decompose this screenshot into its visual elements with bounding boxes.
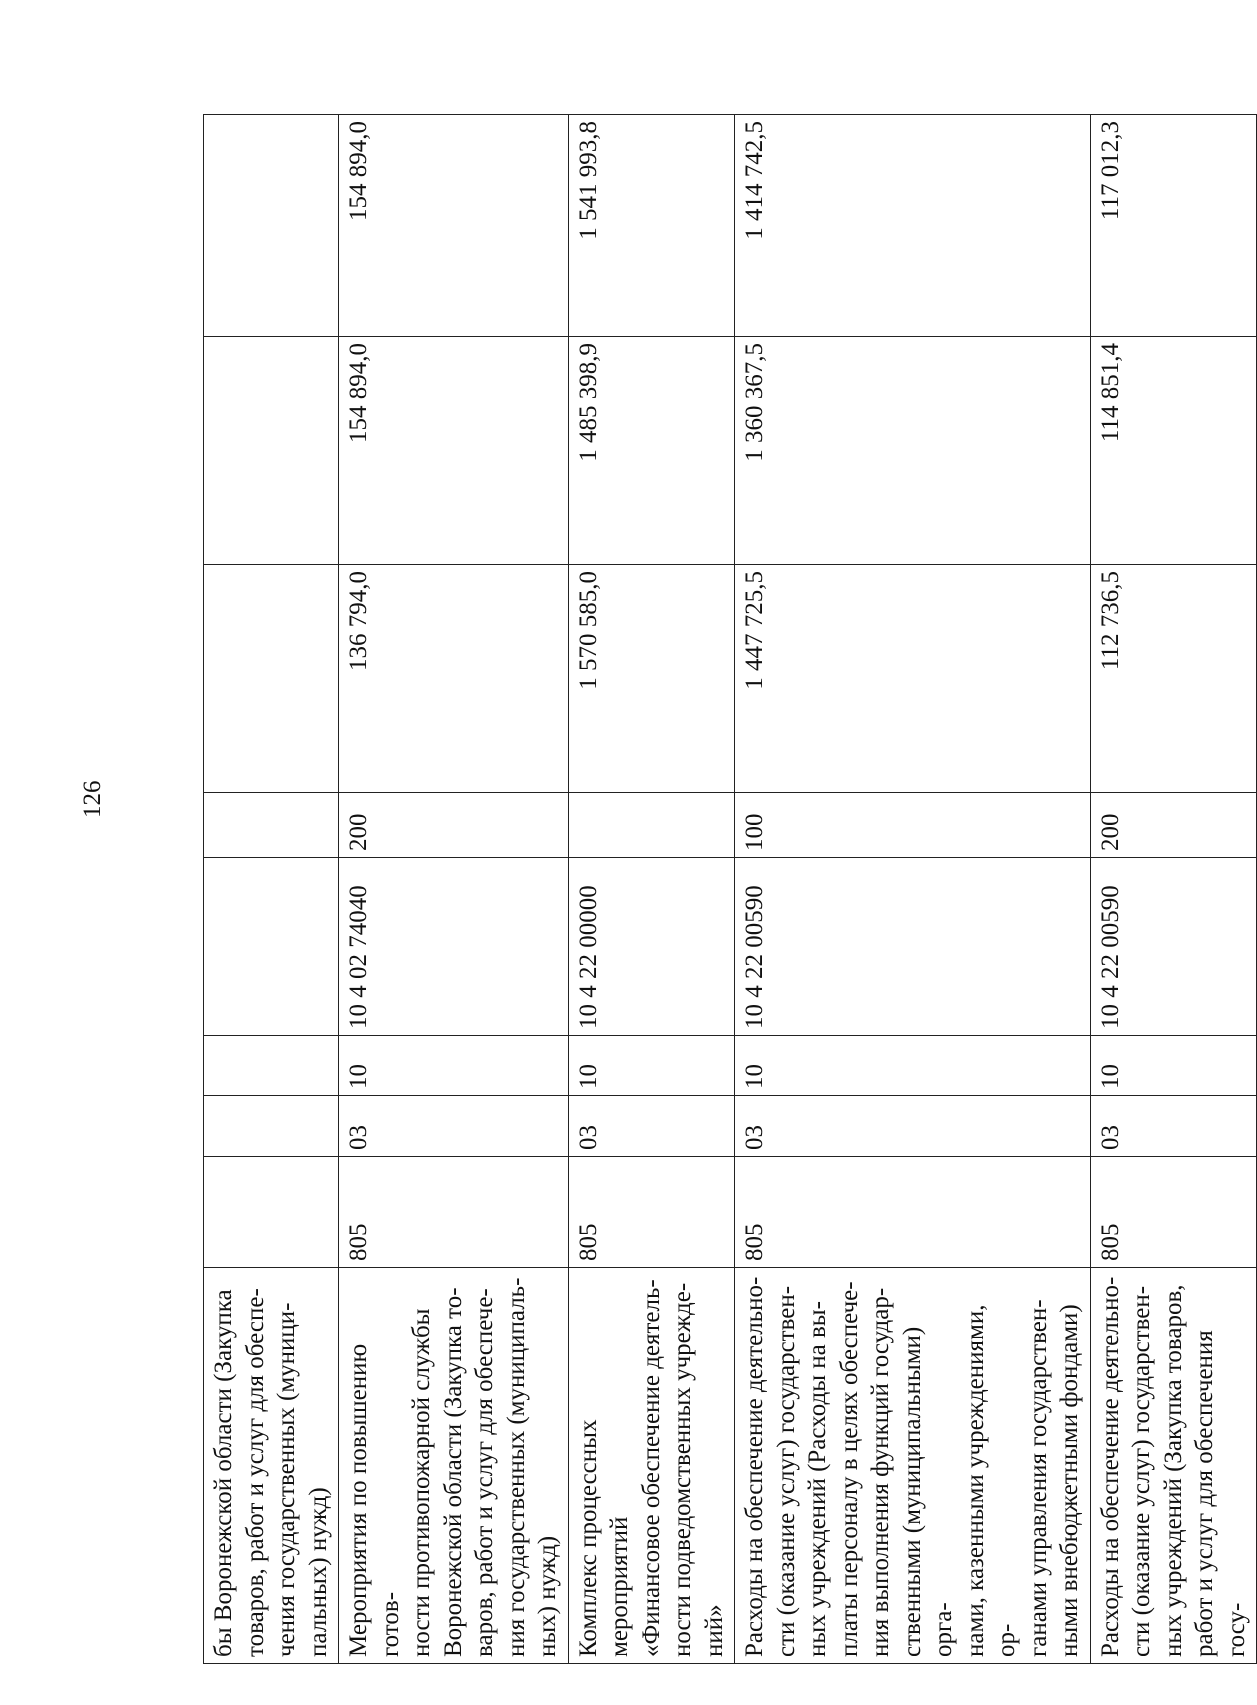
page-number: 126 bbox=[79, 780, 106, 818]
ministry-code-cell: 805 bbox=[1090, 1157, 1257, 1268]
ministry-code-cell bbox=[204, 1157, 339, 1268]
subsection-code-cell bbox=[204, 1036, 339, 1096]
name-line: ных учреждений (Закупка товаров, bbox=[1159, 1284, 1187, 1657]
name-line: ственными (муниципальными) орга- bbox=[898, 1326, 957, 1657]
rotated-table-container bbox=[203, 115, 1250, 1664]
expense-type-cell bbox=[204, 793, 339, 858]
amount-2-cell: 154 894,0 bbox=[339, 337, 569, 565]
amount-3-cell: 154 894,0 bbox=[339, 115, 569, 337]
amount-3-cell: 117 012,3 bbox=[1090, 115, 1257, 337]
expense-type-cell: 100 bbox=[735, 793, 1091, 858]
amount-2-cell: 1 360 367,5 bbox=[735, 337, 1091, 565]
amount-2-cell: 114 851,4 bbox=[1090, 337, 1257, 565]
target-code-cell: 10 4 22 00000 bbox=[568, 858, 735, 1036]
ministry-code-cell: 805 bbox=[568, 1157, 735, 1268]
table-row bbox=[204, 115, 339, 1664]
expense-type-cell: 200 bbox=[339, 793, 569, 858]
target-code-cell: 10 4 02 74040 bbox=[339, 858, 569, 1036]
ministry-code-cell: 805 bbox=[735, 1157, 1091, 1268]
table-row bbox=[735, 115, 1091, 1664]
table-row bbox=[1090, 115, 1257, 1664]
name-line: товаров, работ и услуг для обеспе- bbox=[241, 1288, 269, 1657]
expense-type-cell bbox=[568, 793, 735, 858]
amount-3-cell: 1 541 993,8 bbox=[568, 115, 735, 337]
subsection-code-cell: 10 bbox=[1090, 1036, 1257, 1096]
target-code-cell bbox=[204, 858, 339, 1036]
name-line: ний» bbox=[700, 1604, 728, 1657]
name-line: Комплекс процессных мероприятий bbox=[574, 1419, 633, 1657]
subsection-code-cell: 10 bbox=[735, 1036, 1091, 1096]
name-line: ных учреждений (Расходы на вы- bbox=[804, 1301, 831, 1657]
amount-3-cell: 1 414 742,5 bbox=[735, 115, 1091, 337]
name-line: Расходы на обеспечение деятельно- bbox=[741, 1276, 768, 1657]
table-row bbox=[568, 115, 735, 1664]
name-line: ния выполнения функций государ- bbox=[867, 1287, 894, 1657]
subsection-code-cell: 10 bbox=[568, 1036, 735, 1096]
amount-2-cell: 1 485 398,9 bbox=[568, 337, 735, 565]
name-line: «Финансовое обеспечение деятель- bbox=[637, 1279, 665, 1657]
section-code-cell: 03 bbox=[568, 1096, 735, 1157]
name-line: ности подведомственных учрежде- bbox=[669, 1282, 696, 1657]
section-code-cell bbox=[204, 1096, 339, 1157]
amount-1-cell: 1 570 585,0 bbox=[568, 565, 735, 793]
name-line: Расходы на обеспечение деятельно- bbox=[1096, 1276, 1124, 1657]
row-name-cell bbox=[1090, 1268, 1257, 1664]
table-row bbox=[339, 115, 569, 1664]
ministry-code-cell: 805 bbox=[339, 1157, 569, 1268]
amount-1-cell: 112 736,5 bbox=[1090, 565, 1257, 793]
name-line: платы персоналу в целях обеспече- bbox=[835, 1281, 863, 1657]
name-line: работ и услуг для обеспечения госу- bbox=[1191, 1330, 1250, 1657]
expense-type-cell: 200 bbox=[1090, 793, 1257, 858]
name-line: Воронежской области (Закупка то- bbox=[439, 1287, 467, 1657]
row-name-cell bbox=[735, 1268, 1091, 1664]
name-line: ния государственных (муниципаль- bbox=[502, 1277, 530, 1657]
row-name-cell bbox=[339, 1268, 569, 1664]
subsection-code-cell: 10 bbox=[339, 1036, 569, 1096]
name-line: Мероприятия по повышению готов- bbox=[345, 1343, 404, 1657]
target-code-cell: 10 4 22 00590 bbox=[1090, 858, 1257, 1036]
amount-1-cell: 1 447 725,5 bbox=[735, 565, 1091, 793]
name-line: бы Воронежской области (Закупка bbox=[210, 1289, 237, 1657]
amount-1-cell bbox=[204, 565, 339, 793]
name-line: ности противопожарной службы bbox=[408, 1308, 435, 1657]
name-line: ганами управления государствен- bbox=[1024, 1299, 1052, 1657]
name-line: пальных) нужд) bbox=[304, 1487, 332, 1657]
row-name-cell bbox=[568, 1268, 735, 1664]
amount-1-cell: 136 794,0 bbox=[339, 565, 569, 793]
section-code-cell: 03 bbox=[339, 1096, 569, 1157]
section-code-cell: 03 bbox=[1090, 1096, 1257, 1157]
amount-3-cell bbox=[204, 115, 339, 337]
amount-2-cell bbox=[204, 337, 339, 565]
section-code-cell: 03 bbox=[735, 1096, 1091, 1157]
target-code-cell: 10 4 22 00590 bbox=[735, 858, 1091, 1036]
name-line: ных) нужд) bbox=[534, 1535, 561, 1657]
row-name-cell bbox=[204, 1268, 339, 1664]
name-line: сти (оказание услуг) государствен- bbox=[1128, 1285, 1155, 1657]
budget-table bbox=[203, 114, 1257, 1664]
name-line: чения государственных (муници- bbox=[273, 1302, 300, 1657]
name-line: сти (оказание услуг) государствен- bbox=[772, 1285, 800, 1657]
name-line: варов, работ и услуг для обеспече- bbox=[471, 1288, 498, 1657]
name-line: нами, казенными учреждениями, ор- bbox=[961, 1304, 1020, 1657]
name-line: ными внебюджетными фондами) bbox=[1056, 1304, 1083, 1657]
